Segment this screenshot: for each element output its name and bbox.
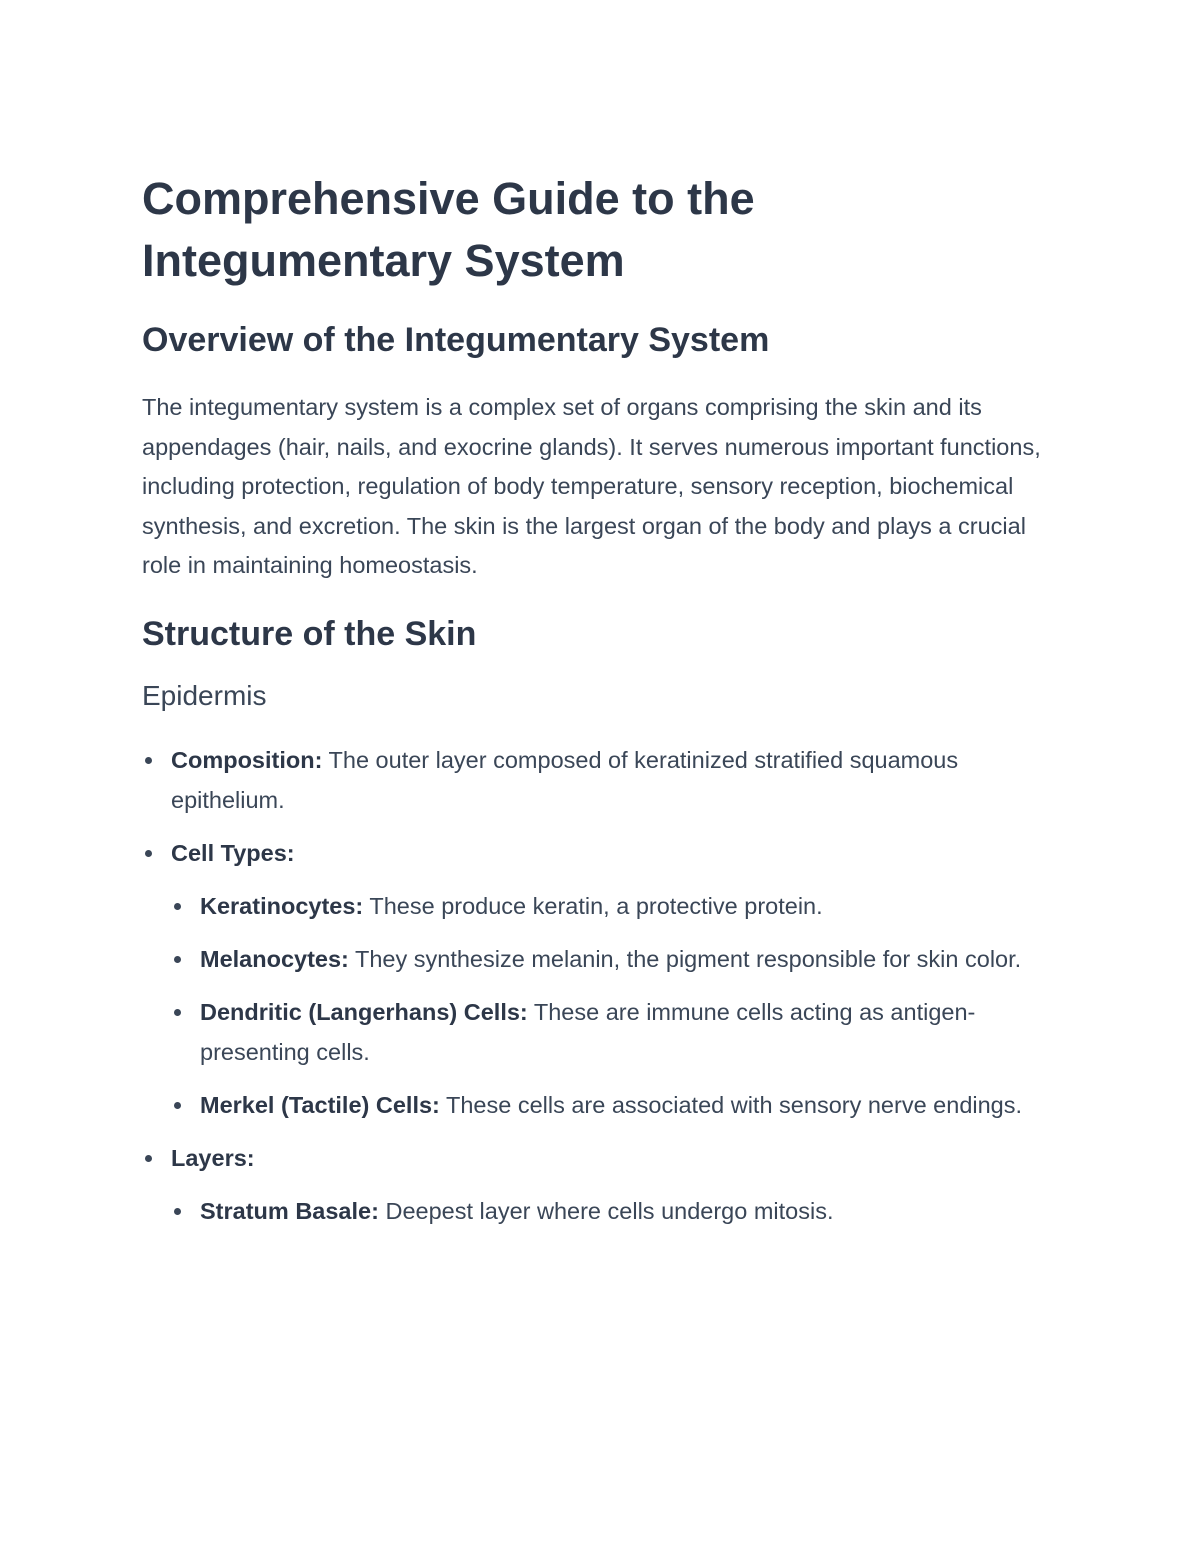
document-page — [142, 168, 1062, 1244]
overview-paragraph: The integumentary system is a complex set of organs comprising the skin and its appendages (hair, nails, and exocrine glands). It serves numerous important functions, including protection, regulation of body temperature, sensory reception, biochemical synthesis, and excretion. The skin is the largest organ of the body and plays a crucial role in maintaining homeostasis. — [142, 394, 1041, 578]
list-item-stratum-basale — [171, 1191, 1062, 1231]
list-item-dendritic-cells — [171, 992, 1062, 1072]
bullet-icon — [145, 757, 152, 764]
merkel-cells-text: These cells are associated with sensory nerve endings. — [439, 1091, 1023, 1118]
list-item-merkel-cells — [171, 1085, 1062, 1125]
overview-heading: Overview of the Integumentary System — [142, 321, 770, 359]
layers-list — [171, 1191, 1062, 1231]
bullet-icon — [174, 1009, 181, 1016]
cell-types-list — [171, 886, 1062, 1125]
list-item-melanocytes — [171, 939, 1062, 979]
term-keratinocytes: Keratinocytes: — [200, 892, 364, 919]
stratum-basale-text: Deepest layer where cells undergo mitosis. — [378, 1197, 834, 1224]
bullet-icon — [174, 903, 181, 910]
bullet-icon — [145, 1155, 152, 1162]
term-dendritic-cells: Dendritic (Langerhans) Cells: — [200, 998, 528, 1025]
bullet-icon — [174, 956, 181, 963]
bullet-icon — [145, 850, 152, 857]
list-item-cell-types — [142, 833, 1062, 1125]
term-composition: Composition: — [171, 746, 323, 773]
term-layers: Layers: — [171, 1144, 255, 1171]
keratinocytes-text: These produce keratin, a protective protein. — [363, 892, 823, 919]
structure-heading: Structure of the Skin — [142, 614, 477, 653]
bullet-icon — [174, 1102, 181, 1109]
melanocytes-text: They synthesize melanin, the pigment responsible for skin color. — [348, 945, 1022, 972]
composition-text: The outer layer composed of keratinized stratified squamous epithelium. — [171, 746, 959, 813]
page-title: Comprehensive Guide to the Integumentary System — [142, 173, 755, 286]
epidermis-list — [142, 740, 1062, 1231]
term-melanocytes: Melanocytes: — [200, 945, 349, 972]
list-item-keratinocytes — [171, 886, 1062, 926]
epidermis-heading: Epidermis — [142, 679, 267, 711]
list-item-layers — [142, 1138, 1062, 1231]
term-merkel-cells: Merkel (Tactile) Cells: — [200, 1091, 440, 1118]
bullet-icon — [174, 1208, 181, 1215]
dendritic-cells-text: These are immune cells acting as antigen-presenting cells. — [200, 998, 976, 1065]
term-cell-types: Cell Types: — [171, 839, 295, 866]
term-stratum-basale: Stratum Basale: — [200, 1197, 379, 1224]
list-item-composition — [142, 740, 1062, 820]
